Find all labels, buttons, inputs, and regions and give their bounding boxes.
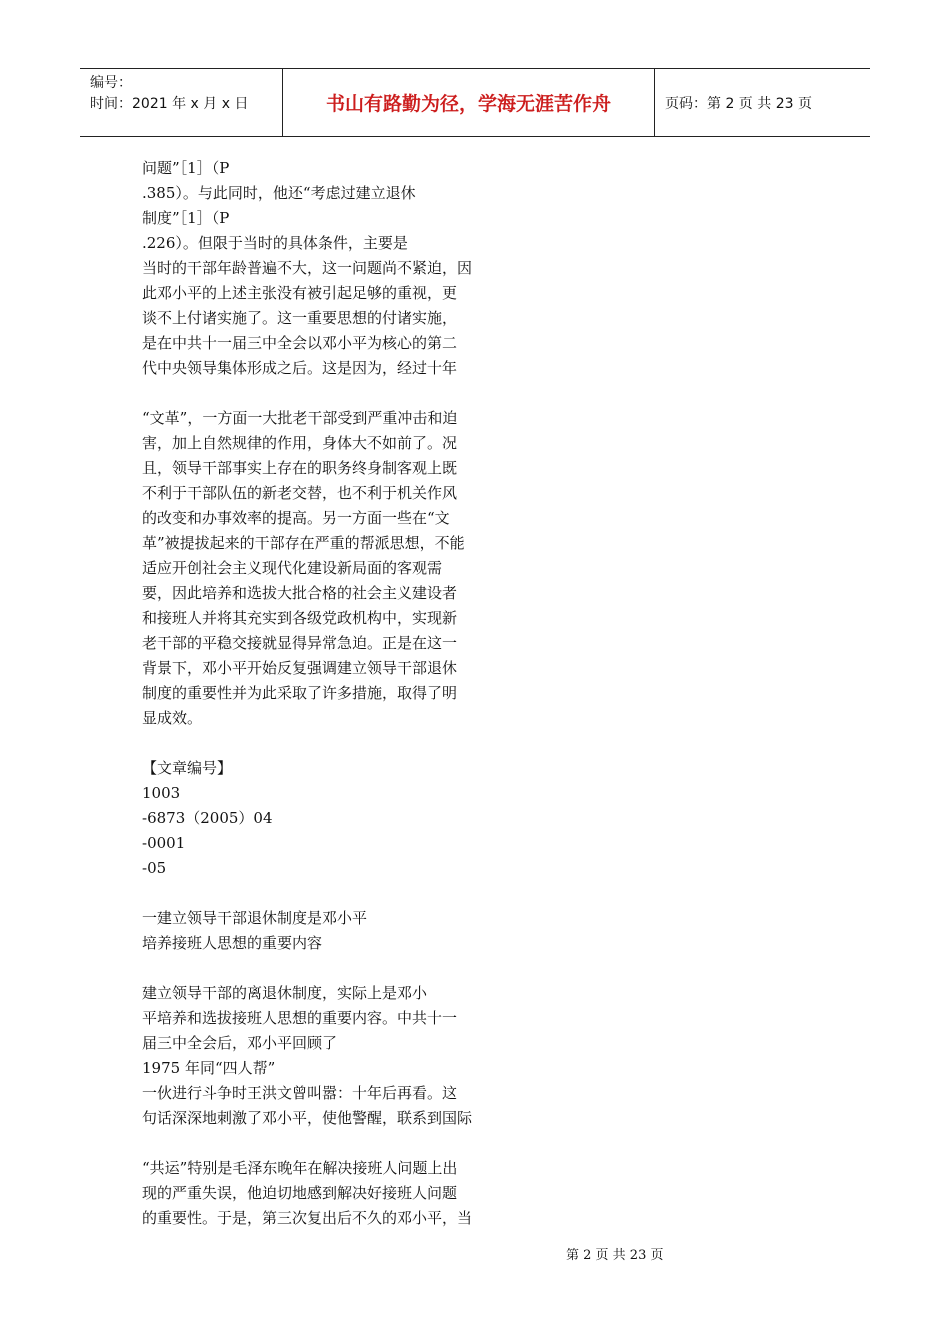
text-line: 培养接班人思想的重要内容 (142, 934, 323, 952)
text-line: 代中央领导集体形成之后。这是因为，经过十年 (142, 359, 458, 377)
text-line: “共运”特别是毛泽东晚年在解决接班人问题上出 (142, 1159, 458, 1177)
paragraph (142, 1156, 522, 1231)
text-line: 建立领导干部的离退休制度，实际上是邓小 (142, 984, 428, 1002)
paragraph (142, 406, 522, 731)
text-line: 届三中全会后，邓小平回顾了 (142, 1034, 338, 1052)
header-page-number: 页码：第 2 页 共 23 页 (665, 95, 812, 112)
text-line: 和接班人并将其充实到各级党政机构中，实现新 (142, 609, 458, 627)
text-line: 的重要性。于是，第三次复出后不久的邓小平，当 (142, 1209, 473, 1227)
paragraph-gap (142, 956, 522, 981)
text-line: .226）。但限于当时的具体条件，主要是 (142, 234, 408, 252)
text-line: 害，加上自然规律的作用，身体大不如前了。况 (142, 434, 458, 452)
text-line: 适应开创社会主义现代化建设新局面的客观需 (142, 559, 443, 577)
document-date-label: 时间：2021 年 x 月 x 日 (90, 96, 249, 112)
text-line: 一伙进行斗争时王洪文曾叫嚣：十年后再看。这 (142, 1084, 458, 1102)
text-line: 当时的干部年龄普遍不大，这一问题尚不紧迫，因 (142, 259, 473, 277)
text-line: -0001 (142, 834, 186, 852)
paragraph (142, 156, 522, 381)
text-line: 不利于干部队伍的新老交替，也不利于机关作风 (142, 484, 458, 502)
paragraph-gap (142, 731, 522, 756)
header-meta (80, 69, 282, 136)
document-body (142, 156, 522, 1231)
text-line: 是在中共十一届三中全会以邓小平为核心的第二 (142, 334, 458, 352)
text-line: 1003 (142, 784, 181, 802)
paragraph-gap (142, 881, 522, 906)
text-line: 谈不上付诸实施了。这一重要思想的付诸实施， (142, 309, 458, 327)
text-line: 的改变和办事效率的提高。另一方面一些在“文 (142, 509, 450, 527)
text-line: -05 (142, 859, 167, 877)
text-line: 现的严重失误，他迫切地感到解决好接班人问题 (142, 1184, 458, 1202)
paragraph (142, 906, 522, 956)
paragraph-gap (142, 1131, 522, 1156)
paragraph (142, 756, 522, 881)
text-line: 问题”［1］（P (142, 159, 230, 177)
text-line: 显成效。 (142, 709, 203, 727)
text-line: 老干部的平稳交接就显得异常急迫。正是在这一 (142, 634, 458, 652)
header-motto: 书山有路勤为径，学海无涯苦作舟 (282, 69, 655, 136)
text-line: 【文章编号】 (142, 759, 233, 777)
page-footer: 第 2 页 共 23 页 (566, 1248, 664, 1263)
text-line: .385）。与此同时，他还“考虑过建立退休 (142, 184, 416, 202)
paragraph (142, 981, 522, 1131)
text-line: 1975 年同“四人帮” (142, 1059, 276, 1077)
text-line: 此邓小平的上述主张没有被引起足够的重视，更 (142, 284, 458, 302)
text-line: 一建立领导干部退休制度是邓小平 (142, 909, 368, 927)
text-line: 且，领导干部事实上存在的职务终身制客观上既 (142, 459, 458, 477)
text-line: 背景下，邓小平开始反复强调建立领导干部退休 (142, 659, 458, 677)
text-line: “文革”，一方面一大批老干部受到严重冲击和迫 (142, 409, 458, 427)
text-line: 平培养和选拔接班人思想的重要内容。中共十一 (142, 1009, 458, 1027)
text-line: 要，因此培养和选拔大批合格的社会主义建设者 (142, 584, 458, 602)
text-line: 制度”［1］（P (142, 209, 230, 227)
text-line: -6873（2005）04 (142, 809, 273, 827)
paragraph-gap (142, 381, 522, 406)
text-line: 句话深深地刺激了邓小平，使他警醒，联系到国际 (142, 1109, 473, 1127)
text-line: 革”被提拔起来的干部存在严重的帮派思想，不能 (142, 534, 465, 552)
page-header (80, 68, 870, 137)
text-line: 制度的重要性并为此采取了许多措施，取得了明 (142, 684, 458, 702)
document-number-label: 编号： (90, 75, 132, 91)
